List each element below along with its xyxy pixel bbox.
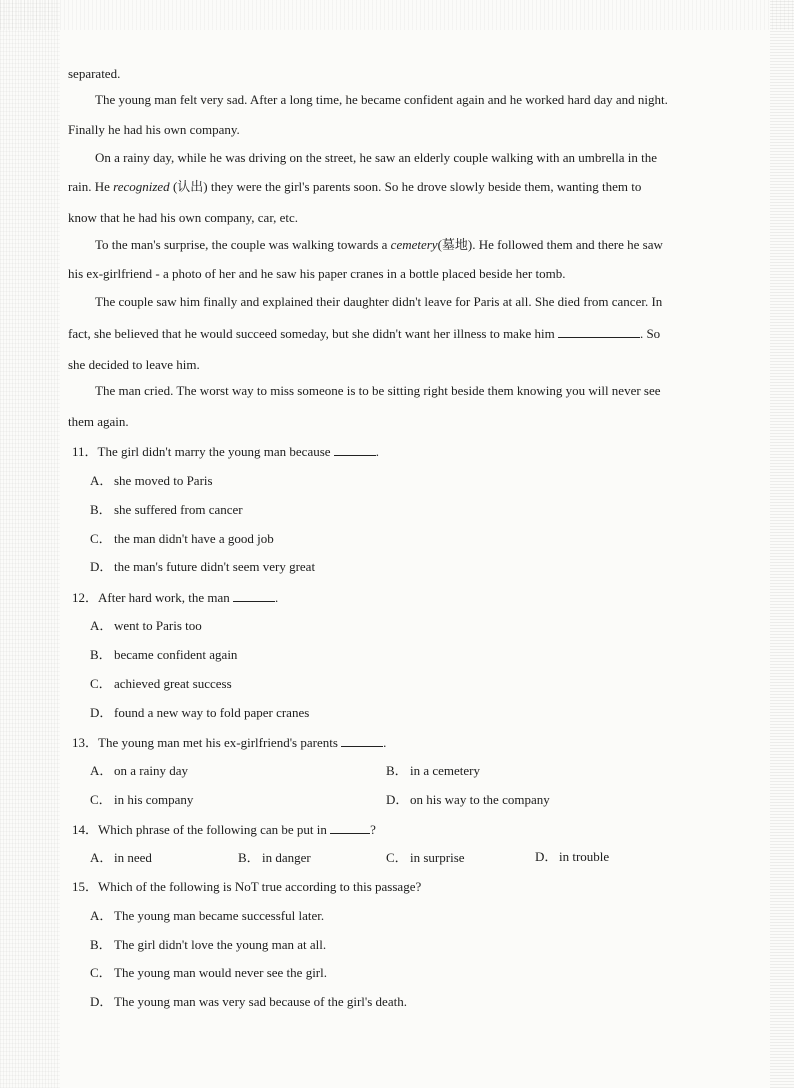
option-letter: B． — [238, 850, 260, 865]
option-letter: A． — [90, 473, 113, 488]
option-letter: D． — [90, 705, 113, 720]
question-stem-text: 14．Which phrase of the following can be put in — [72, 822, 327, 837]
question-13-stem — [72, 734, 722, 751]
question-14-stem — [72, 821, 722, 838]
option-text: in danger — [262, 850, 311, 865]
question-13-option-c[interactable] — [90, 792, 193, 808]
passage-line: his ex-girlfriend - a photo of her and he saw his paper cranes in a bottle placed beside her tomb. — [68, 266, 566, 281]
passage-line: separated. — [68, 66, 121, 81]
passage-line — [95, 237, 745, 253]
question-15-stem — [72, 879, 722, 895]
passage-text: . So — [639, 326, 661, 341]
passage-text: rain. He — [68, 179, 114, 194]
passage-text: fact, she believed that he would succeed someday, but she didn't want her illness to make him — [68, 326, 555, 341]
passage-line: know that he had his own company, car, etc. — [68, 210, 299, 225]
question-11-option-b[interactable] — [90, 502, 243, 518]
question-stem-text: 11．The girl didn't marry the young man because — [72, 444, 331, 459]
question-stem-text: 15．Which of the following is NoT true according to this passage? — [72, 879, 422, 894]
option-text: found a new way to fold paper cranes — [114, 705, 310, 720]
passage-line — [68, 325, 718, 342]
option-letter: A． — [90, 850, 113, 865]
passage-line: On a rainy day, while he was driving on the street, he saw an elderly couple walking with an umbrella in the — [95, 150, 657, 165]
passage-text: (墓地). He followed them and there he saw — [437, 237, 663, 252]
option-text: in trouble — [559, 849, 610, 864]
option-text: The girl didn't love the young man at all. — [114, 937, 327, 952]
option-letter: C． — [90, 965, 112, 980]
question-stem-text: 13．The young man met his ex-girlfriend's parents — [72, 735, 338, 750]
option-letter: D． — [386, 792, 409, 807]
question-12-option-c[interactable] — [90, 676, 232, 692]
passage-line: The man cried. The worst way to miss someone is to be sitting right beside them knowing you will never see — [95, 383, 661, 398]
scan-noise-top — [0, 0, 794, 30]
option-text: went to Paris too — [114, 618, 202, 633]
passage-line: The couple saw him finally and explained their daughter didn't leave for Paris at all. She died from cancer. In — [95, 294, 663, 309]
question-11-option-d[interactable] — [90, 559, 315, 575]
option-text: achieved great success — [114, 676, 232, 691]
question-11-option-a[interactable] — [90, 473, 213, 489]
question-stem-end: ? — [370, 822, 376, 837]
option-letter: A． — [90, 908, 113, 923]
passage-text: To the man's surprise, the couple was walking towards a — [95, 237, 391, 252]
passage-italic-word: recognized — [113, 179, 170, 194]
option-text: the man's future didn't seem very great — [114, 559, 316, 574]
question-15-option-a[interactable] — [90, 908, 324, 924]
option-letter: C． — [90, 676, 112, 691]
question-12-option-b[interactable] — [90, 647, 237, 663]
question-14-option-c[interactable] — [386, 850, 465, 866]
answer-blank — [330, 821, 370, 834]
passage-line: The young man felt very sad. After a long time, he became confident again and he worked hard day and night. — [95, 92, 668, 107]
option-letter: C． — [90, 531, 112, 546]
option-text: the man didn't have a good job — [114, 531, 274, 546]
option-text: The young man would never see the girl. — [114, 965, 327, 980]
question-14-option-b[interactable] — [238, 850, 311, 866]
option-letter: B． — [386, 763, 408, 778]
option-letter: D． — [535, 849, 558, 864]
question-11-option-c[interactable] — [90, 531, 274, 547]
question-11-stem — [72, 443, 722, 460]
option-text: The young man became successful later. — [114, 908, 325, 923]
question-15-option-d[interactable] — [90, 994, 407, 1010]
question-12-stem — [72, 589, 722, 606]
option-text: on his way to the company — [410, 792, 550, 807]
answer-blank — [233, 589, 275, 602]
option-text: in need — [114, 850, 152, 865]
option-letter: B． — [90, 937, 112, 952]
answer-blank — [341, 734, 383, 747]
passage-text: (认出) they were the girl's parents soon. So he drove slowly beside them, wanting them to — [169, 179, 642, 194]
option-text: in a cemetery — [410, 763, 481, 778]
question-15-option-b[interactable] — [90, 937, 326, 953]
scan-noise-right — [770, 0, 794, 1088]
question-13-option-a[interactable] — [90, 763, 188, 779]
question-stem-end: . — [383, 735, 387, 750]
question-12-option-a[interactable] — [90, 618, 202, 634]
option-letter: A． — [90, 618, 113, 633]
option-text: on a rainy day — [114, 763, 189, 778]
question-13-option-d[interactable] — [386, 792, 550, 808]
question-14-option-d[interactable] — [535, 849, 609, 865]
option-letter: D． — [90, 994, 113, 1009]
scan-noise-left — [0, 0, 60, 1088]
question-stem-text: 12．After hard work, the man — [72, 590, 230, 605]
question-14-option-a[interactable] — [90, 850, 152, 866]
passage-line: them again. — [68, 414, 129, 429]
option-text: became confident again — [114, 647, 238, 662]
answer-blank — [558, 325, 640, 338]
option-text: in his company — [114, 792, 194, 807]
option-text: The young man was very sad because of the girl's death. — [114, 994, 407, 1009]
passage-line: she decided to leave him. — [68, 357, 200, 372]
option-letter: B． — [90, 502, 112, 517]
passage-line — [68, 179, 718, 195]
option-text: in surprise — [410, 850, 465, 865]
option-letter: B． — [90, 647, 112, 662]
option-text: she suffered from cancer — [114, 502, 243, 517]
passage-italic-word: cemetery — [390, 237, 438, 252]
question-15-option-c[interactable] — [90, 965, 327, 981]
question-stem-end: . — [275, 590, 279, 605]
question-stem-end: . — [375, 444, 380, 459]
question-12-option-d[interactable] — [90, 705, 309, 721]
question-13-option-b[interactable] — [386, 763, 480, 779]
option-letter: C． — [386, 850, 408, 865]
answer-blank — [334, 443, 376, 456]
passage-line: Finally he had his own company. — [68, 122, 240, 137]
option-letter: A． — [90, 763, 113, 778]
option-letter: D． — [90, 559, 113, 574]
option-letter: C． — [90, 792, 112, 807]
option-text: she moved to Paris — [114, 473, 213, 488]
